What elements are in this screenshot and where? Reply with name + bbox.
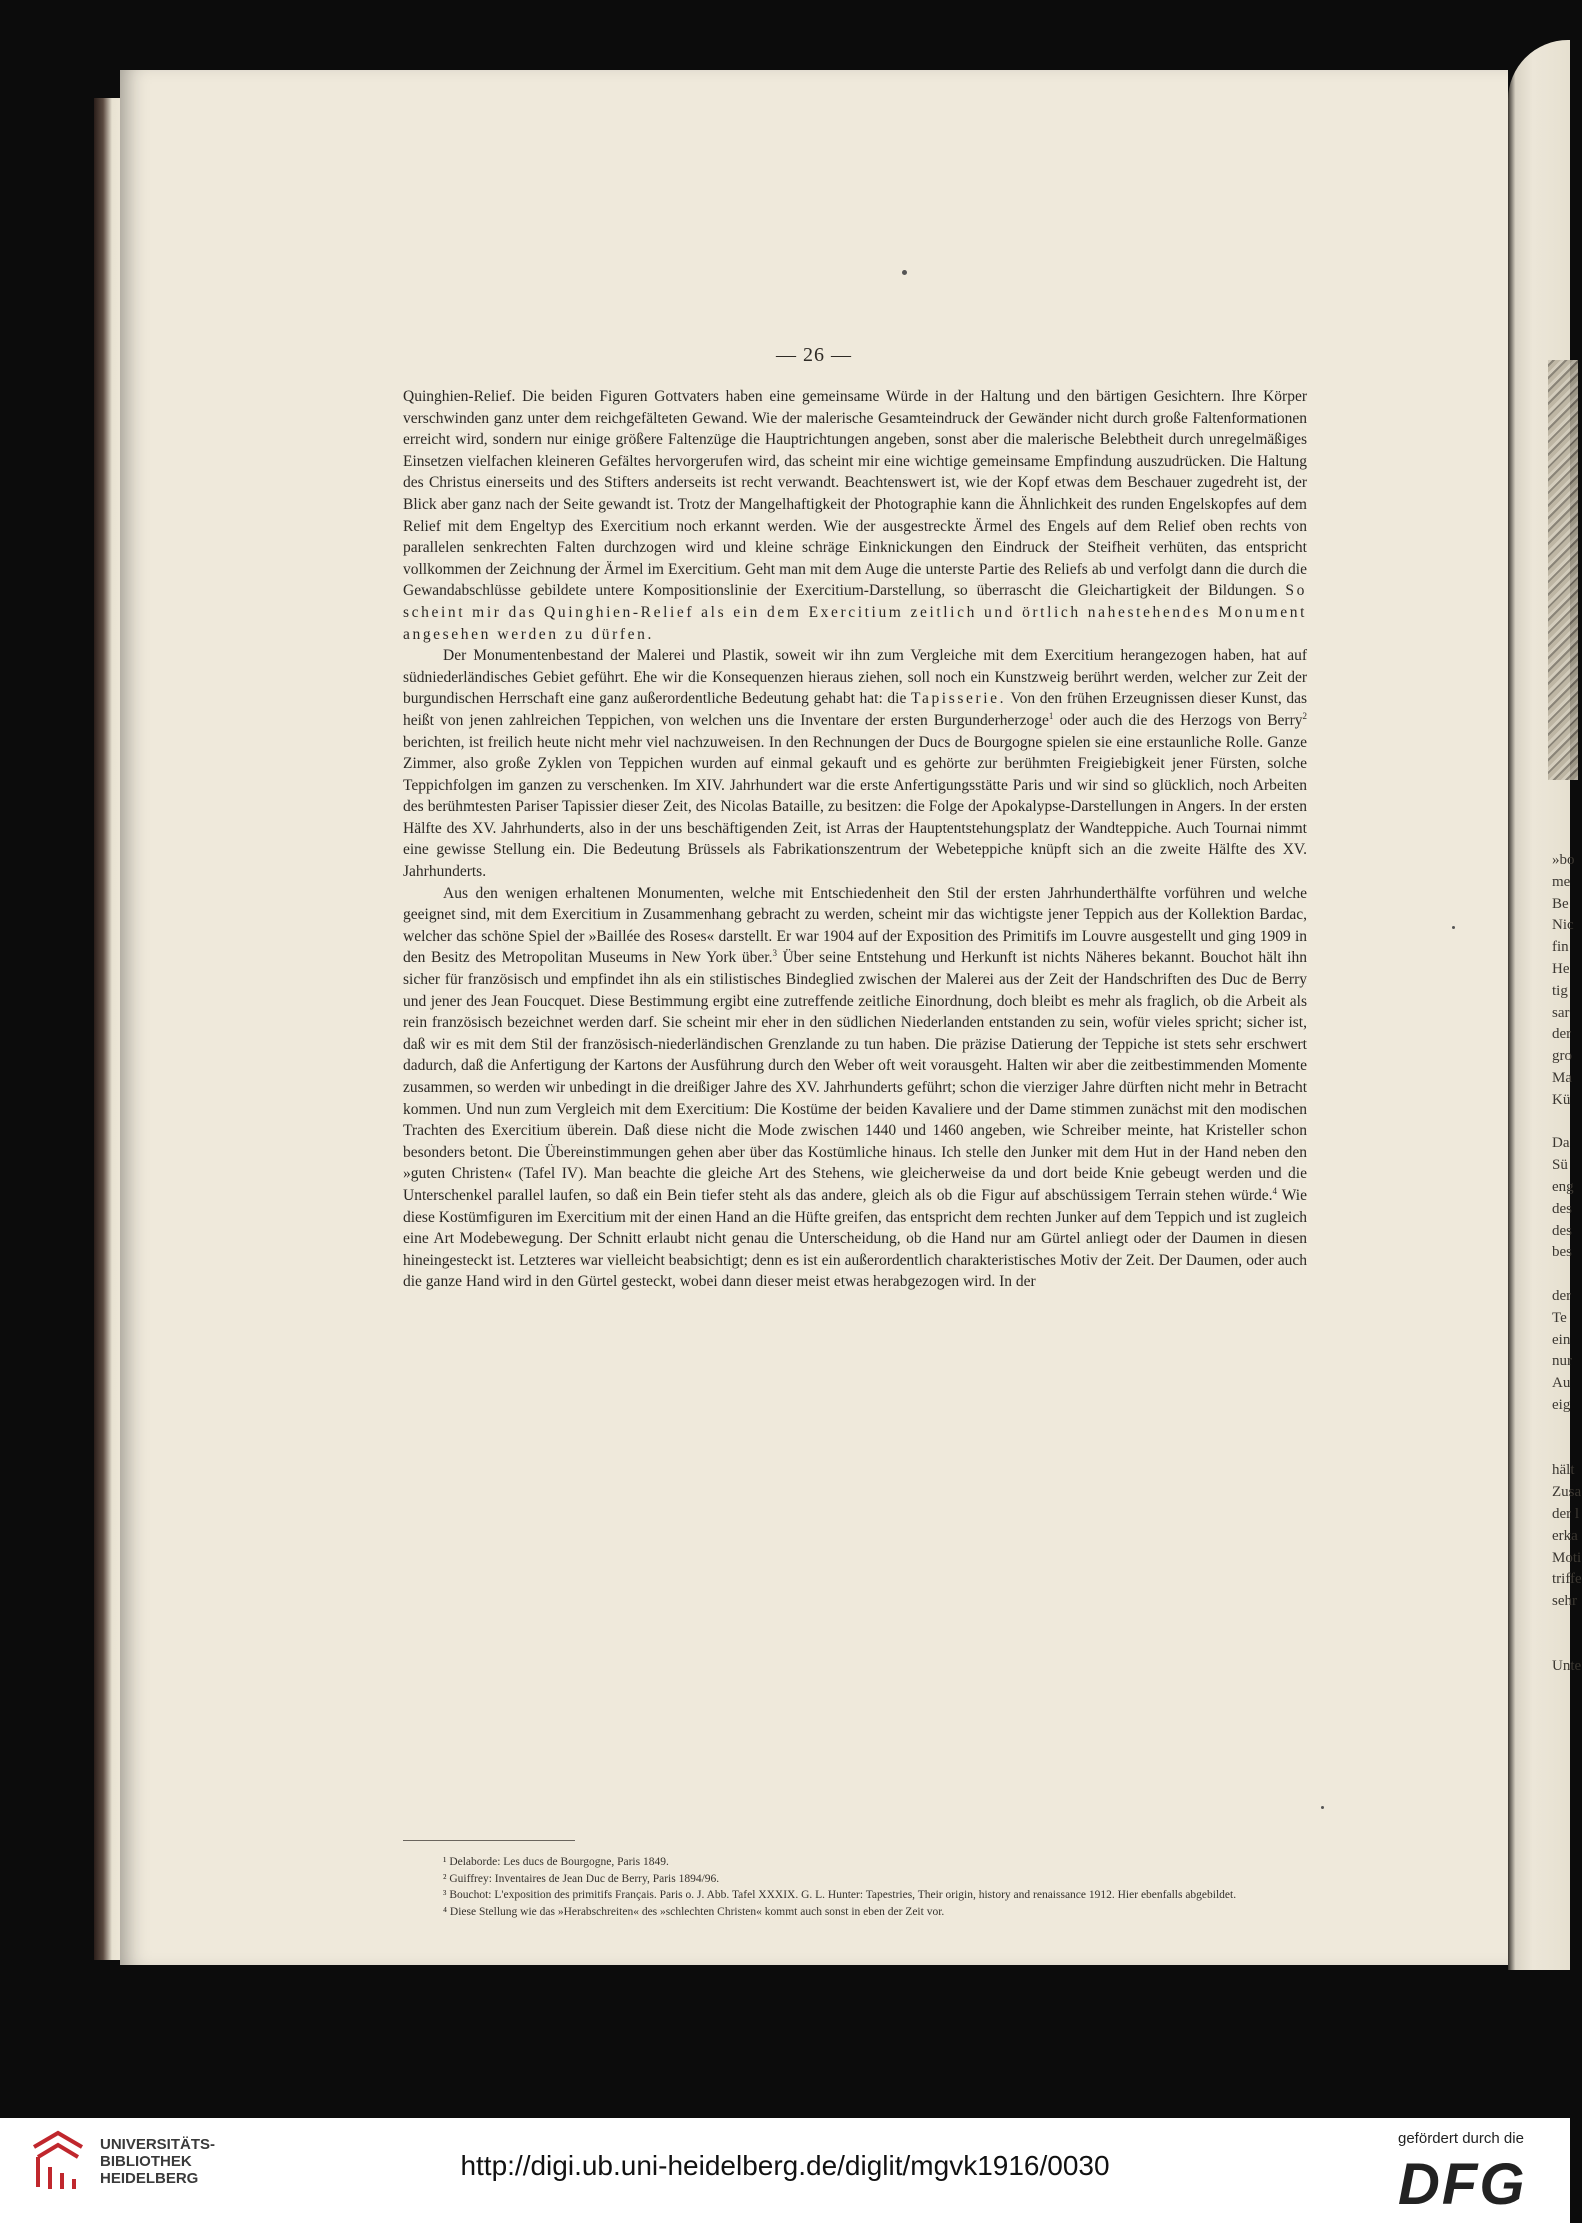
adjacent-text-fragment: des bbox=[1552, 1200, 1572, 1217]
adjacent-text-fragment: Ma bbox=[1552, 1069, 1572, 1086]
adjacent-text-fragment: Sü bbox=[1552, 1157, 1568, 1174]
footnote-ref[interactable]: 1 bbox=[1048, 710, 1054, 721]
adjacent-text-fragment: hält bbox=[1552, 1462, 1575, 1479]
page-speck bbox=[1321, 1806, 1324, 1809]
footnote-ref[interactable]: 4 bbox=[1272, 1185, 1278, 1196]
dfg-logo[interactable]: DFG bbox=[1398, 2152, 1527, 2217]
footnote-ref[interactable]: 2 bbox=[1302, 710, 1307, 721]
footnotes bbox=[403, 1854, 1307, 1920]
adjacent-text-fragment: gro bbox=[1552, 1048, 1572, 1065]
adjacent-text-fragment: Nic bbox=[1552, 917, 1574, 934]
spaced-term: Tapisserie. bbox=[910, 690, 1007, 708]
adjacent-text-fragment: »bo bbox=[1552, 852, 1575, 868]
page-speck bbox=[1452, 926, 1455, 929]
page-speck bbox=[902, 270, 907, 275]
footnote-ref[interactable]: 3 bbox=[772, 948, 777, 959]
adjacent-text-fragment bbox=[1552, 1613, 1582, 1635]
adjacent-text-fragment: Unte bbox=[1552, 1658, 1582, 1675]
paragraph: Quinghien-Relief. Die beiden Figuren Gottvaters haben eine gemeinsame Würde in der Haltung und den bärtigen Gesichtern. Ihre Körper verschwinden ganz unter dem reichgefälteten Gewand. Wie der malerische Gesamteindruck der Gewänder nicht durch große Faltenformationen erreicht wird, sondern nur einige größere Faltenzüge die Hauptrichtungen angeben, sonst aber die malerische Belebtheit durch unregelmäßiges Einsetzen vielfachen kleineren Gefältes hervorgerufen wird, das scheint mir eine wichtige gemeinsame Empfindung auszudrücken. Die Haltung des Christus einerseits und des Stifters anderseits ist recht verwandt. Beachtenswert ist, wie der Kopf etwas dem Beschauer zugedreht ist, der Blick aber ganz nach der Seite gewandt ist. Trotz der Mangelhaftigkeit der Photographie kann die Ähnlichkeit des runden Engelskopfes auf dem Relief mit dem Engeltyp des Exercitium noch erkannt werden. Wie der ausgestreckte Ärmel des Engels auf dem Relief oben rechts von parallelen senkrechten Falten durchzogen wird und kleine schräge Einknickungen den Eindruck der Steifheit verhüten, das entspricht vollkommen der Zeichnung der Ärmel im Exercitium. Geht man mit dem Auge die unterste Partie des Reliefs ab und verfolgt dann die durch die Gewandabschlüsse gebildete untere Kompositionslinie der Exercitium-Darstellung, so überrascht die Gleichartigkeit der Bildungen. So scheint mir das Quinghien-Relief als ein dem Exercitium zeitlich und örtlich nahestehendes Monument angesehen werden zu dürfen. bbox=[403, 388, 1307, 643]
adjacent-text-fragment: der bbox=[1552, 1287, 1572, 1304]
adjacent-text-fragment: bes bbox=[1552, 1244, 1572, 1261]
adjacent-text-fragment: He bbox=[1552, 960, 1570, 977]
adjacent-text-fragment: tig bbox=[1552, 982, 1568, 999]
adjacent-text-fragment: ein bbox=[1552, 1331, 1571, 1348]
adjacent-text-fragment: me bbox=[1552, 873, 1571, 890]
adjacent-text-fragment: fin bbox=[1552, 939, 1569, 956]
adjacent-text-fragment bbox=[1552, 1264, 1582, 1286]
footnote: ² Guiffrey: Inventaires de Jean Duc de Berry, Paris 1894/96. bbox=[443, 1872, 720, 1885]
body-text bbox=[403, 386, 1307, 1293]
adjacent-text-fragment: Au bbox=[1552, 1375, 1571, 1392]
adjacent-text-fragment: Zusa bbox=[1552, 1484, 1582, 1501]
footnote: ³ Bouchot: L'exposition des primitifs Français. Paris o. J. Abb. Tafel XXXIX. G. L. Hunter: Tapestries, Their origin, history and renaissance 1912. Hier ebenfalls abgebildet. bbox=[443, 1889, 1237, 1901]
adjacent-text-fragment: erka bbox=[1552, 1527, 1578, 1544]
adjacent-plate-image bbox=[1548, 360, 1578, 780]
adjacent-text-fragment: sar bbox=[1552, 1004, 1570, 1021]
adjacent-text-fragment bbox=[1552, 1417, 1582, 1439]
adjacent-text-fragment bbox=[1552, 1112, 1582, 1134]
adjacent-text-fragment: eng bbox=[1552, 1178, 1574, 1195]
adjacent-page-text bbox=[1552, 850, 1582, 1678]
adjacent-text-fragment: Da bbox=[1552, 1135, 1570, 1152]
page-url[interactable]: http://digi.ub.uni-heidelberg.de/diglit/mgvk1916/0030 bbox=[460, 2150, 1110, 2181]
adjacent-text-fragment bbox=[1552, 1635, 1582, 1657]
paragraph: Aus den wenigen erhaltenen Monumenten, welche mit Entschiedenheit den Stil der ersten Jahrhunderthälfte vorführen und welche geeignet sind, mit dem Exercitium in Zusammenhang gebracht zu werden, scheint mir das wichtigste jener Teppich aus der Kollektion Bardac, welcher das schöne Spiel der »Baillée des Roses« darstellt. Er war 1904 auf der Exposition des Primitifs im Louvre ausgestellt und ging 1909 in den Besitz des Metropolitan Museums in New York über.$^3$ Über seine Entstehung und Herkunft ist nichts Näheres bekannt. Bouchot hält ihn sicher für französisch und empfindet ihn als ein stilistisches Bindeglied zwischen der Malerei aus der Zeit der Handschriften des Duc de Berry und jener des Jean Foucquet. Diese Bestimmung ergibt eine zutreffende zeitliche Einordnung, doch bleibt es mehr als fraglich, ob die Arbeit als rein französisch bezeichnet werden darf. Sie scheint mir eher in den südlichen Niederlanden entstanden zu sein, wofür vieles spricht; sicher ist, daß wir es mit dem Stil der französisch-niederländischen Grenzlande zu tun haben. Die präzise Datierung der Teppiche ist stets sehr erschwert dadurch, daß die Anfertigung der Kartons der Ausführung durch den Weber oft weit vorausgeht. Halten wir aber die zeitbestimmenden Momente zusammen, so werden wir unbedingt in die dreißiger Jahre des XV. Jahrhunderts geführt; schon die vierziger Jahre dürften nicht mehr in Betracht kommen. Und nun zum Vergleich mit dem Exercitium: Die Kostüme der beiden Kavaliere und der Dame stimmen zunächst mit den modischen Trachten des Exercitium überein. Daß diese nicht die Mode zwischen 1440 und 1460 angeben, wie Schreiber meinte, hat Kristeller schon besonders betont. Die Übereinstimmungen gehen aber über das Kostümliche hinaus. Ich stelle den Junker mit dem Hut in der Hand neben den »guten Christen« (Tafel IV). Man beachte die gleiche Art des Stehens, wie gleicherweise da und dort beide Knie gebeugt werden und die Unterschenkel parallel laufen, so daß ein Bein tiefer steht als das andere, gleich als ob die Figur auf abschüssigem Terrain stehen würde.$^4$ Wie diese Kostümfiguren im Exercitium mit der einen Hand an die Hüfte greifen, das entspricht dem rechten Junker auf dem Teppich und ist zugleich eine Art Modebewegung. Der Schnitt erlaubt nicht genau die Unterscheidung, ob die Hand nur am Gürtel anliegt oder der Daumen in diesen hineingesteckt ist. Letzteres war vielleicht beabsichtigt; denn es ist ein außerordentlich charakteristisches Motiv der Zeit. Der Daumen, oder auch die ganze Hand wird in den Gürtel gesteckt, wobei dann dieser meist etwas herabgezogen wird. In der bbox=[403, 884, 1307, 1291]
adjacent-text-fragment: Kü bbox=[1552, 1091, 1571, 1108]
footnote: ⁴ Diese Stellung wie das »Herabschreiten« des »schlechten Christen« kommt auch sonst in eben der Zeit vor. bbox=[443, 1905, 945, 1918]
adjacent-page bbox=[1508, 40, 1582, 1970]
footnote-divider bbox=[403, 1840, 575, 1841]
university-library-name[interactable]: UNIVERSITÄTS- BIBLIOTHEK HEIDELBERG bbox=[100, 2136, 216, 2187]
page-number: — 26 — bbox=[776, 344, 852, 366]
adjacent-text-fragment bbox=[1552, 1439, 1582, 1461]
adjacent-text-fragment: der bbox=[1552, 1026, 1572, 1043]
adjacent-text-fragment: Be bbox=[1552, 895, 1569, 912]
adjacent-text-fragment: Moti bbox=[1552, 1549, 1582, 1566]
adjacent-text-fragment: des bbox=[1552, 1222, 1572, 1239]
paragraph: Der Monumentenbestand der Malerei und Plastik, soweit wir ihn zum Vergleiche mit dem Exercitium herangezogen haben, hat auf südniederländisches Gebiet geführt. Ehe wir die Konsequenzen hieraus ziehen, soll noch ein Kunstzweig berührt werden, welcher zur Zeit der burgundischen Herrschaft eine ganz außerordentliche Bedeutung gehabt hat: die Tapisserie. Von den frühen Erzeugnissen dieser Kunst, das heißt von jenen zahlreichen Teppichen, von welchen uns die Inventare der ersten Burgunderherzoge$^1$ oder auch die des Herzogs von Berry$^2$ berichten, ist freilich heute nicht mehr viel nachzuweisen. In den Rechnungen der Ducs de Bourgogne spielen sie eine erstaunliche Rolle. Ganze Zimmer, also große Zyklen von Teppichen wurden auf einmal gekauft und es gehörte zur berühmten Freigiebigkeit jener Fürsten, solche Teppichfolgen im ganzen zu verschenken. Im XIV. Jahrhundert war die erste Anfertigungsstätte Paris und wir sind so glücklich, noch Arbeiten des berühmtesten Pariser Tapissier dieser Zeit, des Nicolas Bataille, zu besitzen: die Folge der Apokalypse-Darstellungen in Angers. In der ersten Hälfte des XV. Jahrhunderts, also in der uns beschäftigenden Zeit, ist Arras der Hauptentstehungsplatz der Wandteppiche. Auch Tournai nimmt eine gewisse Stellung ein. Die Bedeutung Brüssels als Fabrikationszentrum der Webeteppiche knüpft sich an die zweite Hälfte des XV. Jahrhunderts. bbox=[403, 647, 1307, 881]
funding-label: gefördert durch die bbox=[1398, 2130, 1524, 2147]
adjacent-text-fragment: der l bbox=[1552, 1505, 1580, 1522]
adjacent-text-fragment: triffe bbox=[1552, 1571, 1582, 1588]
spaced-conclusion: So scheint mir das Quinghien-Relief als ein dem Exercitium zeitlich und örtlich nahestehendes Monument angesehen werden zu dürfen. bbox=[403, 582, 1307, 643]
footnote: ¹ Delaborde: Les ducs de Bourgogne, Paris 1849. bbox=[443, 1856, 669, 1868]
adjacent-text-fragment: Te bbox=[1552, 1309, 1567, 1326]
adjacent-text-fragment: nur bbox=[1552, 1353, 1572, 1370]
adjacent-text-fragment: eig bbox=[1552, 1396, 1571, 1413]
adjacent-text-fragment: sehr bbox=[1552, 1593, 1577, 1610]
